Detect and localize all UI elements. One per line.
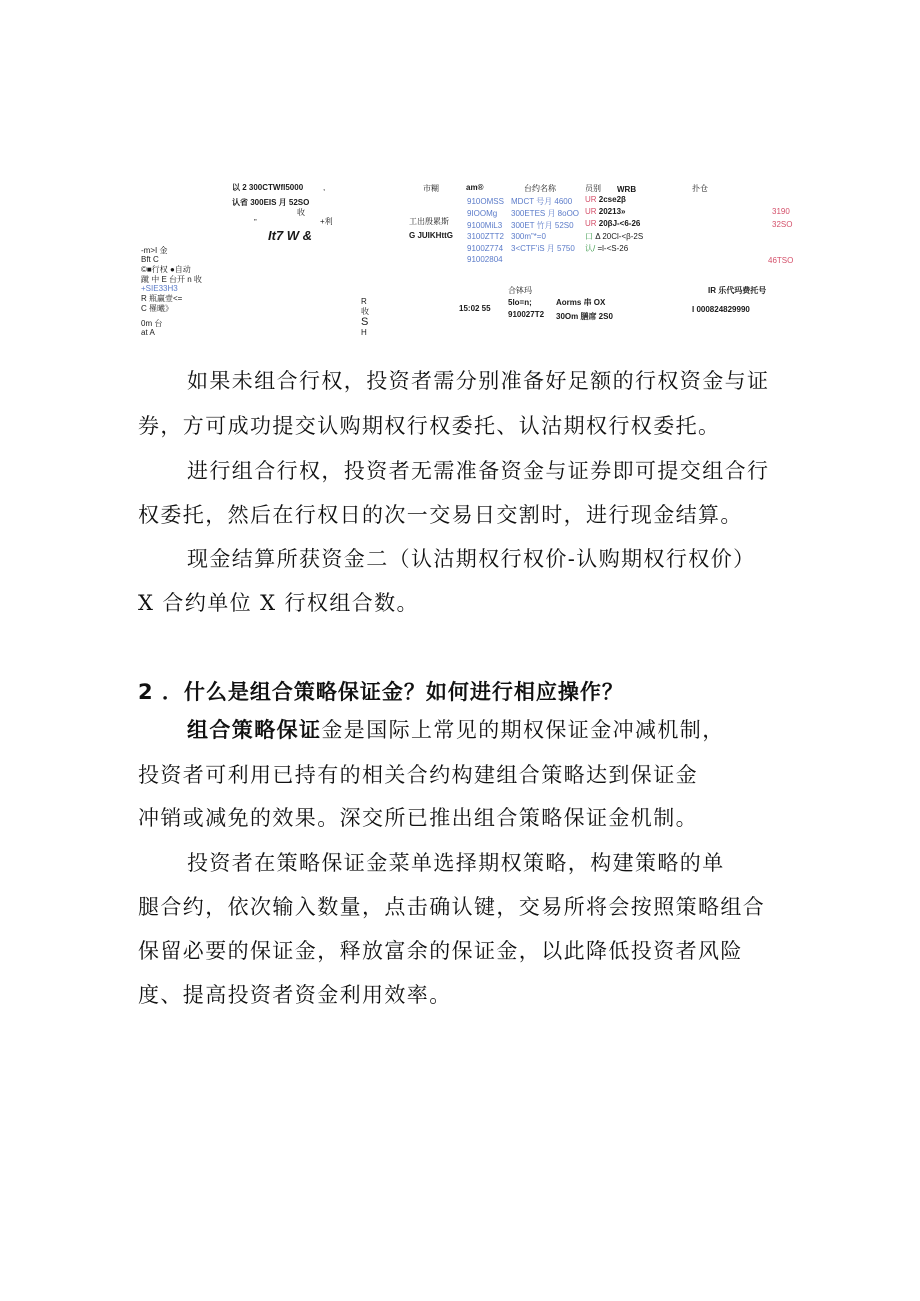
paragraph-line: 如果未组合行权，投资者需分别准备好足额的行权资金与证 bbox=[187, 369, 770, 393]
paragraph-line: 现金结算所获资金二（认沽期权行权价-认购期权行权价） bbox=[187, 547, 756, 571]
grid-header-wrb: WRB bbox=[617, 185, 637, 194]
paragraph-line: 冲销或减免的效果。深交所已推出组合策略保证金机制。 bbox=[138, 806, 698, 830]
vertical-char: H bbox=[361, 328, 367, 337]
grid-header-contract: 台约名称 bbox=[524, 184, 556, 193]
paragraph-rest: 金是国际上常见的期权保证金冲减机制， bbox=[321, 718, 725, 742]
bold-term: 组合策略保证 bbox=[187, 718, 322, 742]
vertical-char: 收 bbox=[361, 307, 369, 316]
vertical-char: R bbox=[361, 297, 367, 306]
panel-comma: , bbox=[323, 183, 326, 192]
bottom-col1-label: 合钵玛 bbox=[508, 286, 532, 295]
grid-code: 9100MiL3 bbox=[467, 221, 503, 230]
grid-mid-label: G JUIKHttG bbox=[409, 231, 453, 240]
paragraph-line: 腿合约，依次输入数量，点击确认键，交易所将会按照策略组合 bbox=[138, 895, 766, 919]
grid-status: UR 20βJ-<6-26 bbox=[585, 219, 641, 228]
grid-code: 91002804 bbox=[467, 255, 503, 264]
paragraph-line: 权委托，然后在行权日的次一交易日交割时，进行现金结算。 bbox=[138, 503, 743, 527]
grid-header-member: 员别 bbox=[585, 184, 601, 193]
sidebar-item: R 瓶赢壹<= bbox=[141, 294, 183, 303]
grid-status: 口 Δ 20Cl-<β-2S bbox=[585, 232, 644, 241]
paragraph-line: 度、提高投资者资金利用效率。 bbox=[138, 983, 452, 1007]
panel-row2-suffix: 收 bbox=[297, 208, 305, 217]
panel-it7: It7 W & bbox=[268, 228, 313, 243]
grid-header-market: 市糊 bbox=[423, 184, 439, 193]
grid-mid-label: 工出殷累斯 bbox=[409, 217, 449, 226]
grid-code: 910OMSS bbox=[467, 197, 504, 206]
grid-code: 9IOOMg bbox=[467, 209, 498, 218]
grid-right-value: 32SO bbox=[772, 220, 793, 229]
status-mark: UR bbox=[585, 207, 597, 216]
bottom-col2-label: Aorms 串 OX bbox=[556, 298, 606, 307]
sidebar-item: C 罹曦》 bbox=[141, 304, 173, 313]
grid-status: UR 2cse2β bbox=[585, 195, 626, 204]
grid-code: 3100ZTT2 bbox=[467, 232, 504, 241]
grid-right-value: 46TSO bbox=[768, 256, 794, 265]
paragraph-line: X 合约单位 X 行权组合数。 bbox=[138, 591, 419, 615]
sidebar-item: ©■行权 ●自动 bbox=[141, 265, 191, 274]
bottom-qty: 30Om 膳席 2S0 bbox=[556, 312, 613, 321]
section-heading: 2 ．什么是组合策略保证金？如何进行相应操作？ bbox=[138, 680, 624, 704]
grid-contract-name: 3<CTF’iS 月 5750 bbox=[511, 244, 575, 253]
sidebar-item: at A bbox=[141, 328, 155, 337]
bottom-col3-label: IR 乐代玛费托号 bbox=[708, 286, 767, 295]
paragraph-line: 投资者在策略保证金菜单选择期权策略，构建策略的单 bbox=[187, 851, 725, 875]
sidebar-item: Bft C bbox=[141, 255, 159, 264]
bottom-account: I 000824829990 bbox=[692, 305, 750, 314]
panel-dash: ” bbox=[254, 218, 257, 227]
sidebar-item: -m>I 金 bbox=[141, 246, 168, 255]
sidebar-item: +SIE33H3 bbox=[141, 284, 178, 293]
paragraph-line: 进行组合行权，投资者无需准备资金与证券即可提交组合行 bbox=[187, 459, 770, 483]
panel-title: 以 2 300CTWfl5000 bbox=[232, 183, 304, 192]
sidebar-item: 蹴 中 E 台开 n 收 bbox=[141, 275, 202, 284]
bottom-time: 15:02 55 bbox=[459, 304, 491, 313]
paragraph-line: 券，方可成功提交认购期权行权委托、认沽期权行权委托。 bbox=[138, 414, 721, 438]
grid-right-value: 3190 bbox=[772, 207, 790, 216]
vertical-char: S bbox=[361, 316, 369, 328]
panel-row2: 认省 300EIS 月 52SO bbox=[232, 198, 310, 207]
grid-header-position: 扑仓 bbox=[692, 184, 708, 193]
paragraph-line: 保留必要的保证金，释放富余的保证金，以此降低投资者风险 bbox=[138, 939, 743, 963]
grid-contract-name: 300m”*=0 bbox=[511, 232, 546, 241]
paragraph-line bbox=[187, 720, 847, 741]
grid-code: 9100Z774 bbox=[467, 244, 504, 253]
bottom-code: 910027T2 bbox=[508, 310, 545, 319]
status-mark: UR bbox=[585, 195, 597, 204]
grid-contract-name: 300ET 竹月 52S0 bbox=[511, 221, 574, 230]
bottom-col1-sub: 5lo=n; bbox=[508, 298, 532, 307]
grid-status: 认/ =l-<S-26 bbox=[585, 244, 629, 253]
status-mark: 口 bbox=[585, 232, 593, 241]
grid-contract-name: 300ETES 月 8oOO bbox=[511, 209, 580, 218]
grid-contract-name: MDCT 号月 4600 bbox=[511, 197, 573, 206]
grid-status: UR 20213» bbox=[585, 207, 626, 216]
grid-header-am: am® bbox=[466, 183, 484, 192]
sidebar-item: 0m 台 bbox=[141, 319, 163, 328]
panel-plus-li: +利 bbox=[320, 217, 333, 226]
status-mark: 认/ bbox=[585, 244, 596, 253]
status-mark: UR bbox=[585, 219, 597, 228]
paragraph-line: 投资者可利用已持有的相关合约构建组合策略达到保证金 bbox=[138, 763, 698, 787]
